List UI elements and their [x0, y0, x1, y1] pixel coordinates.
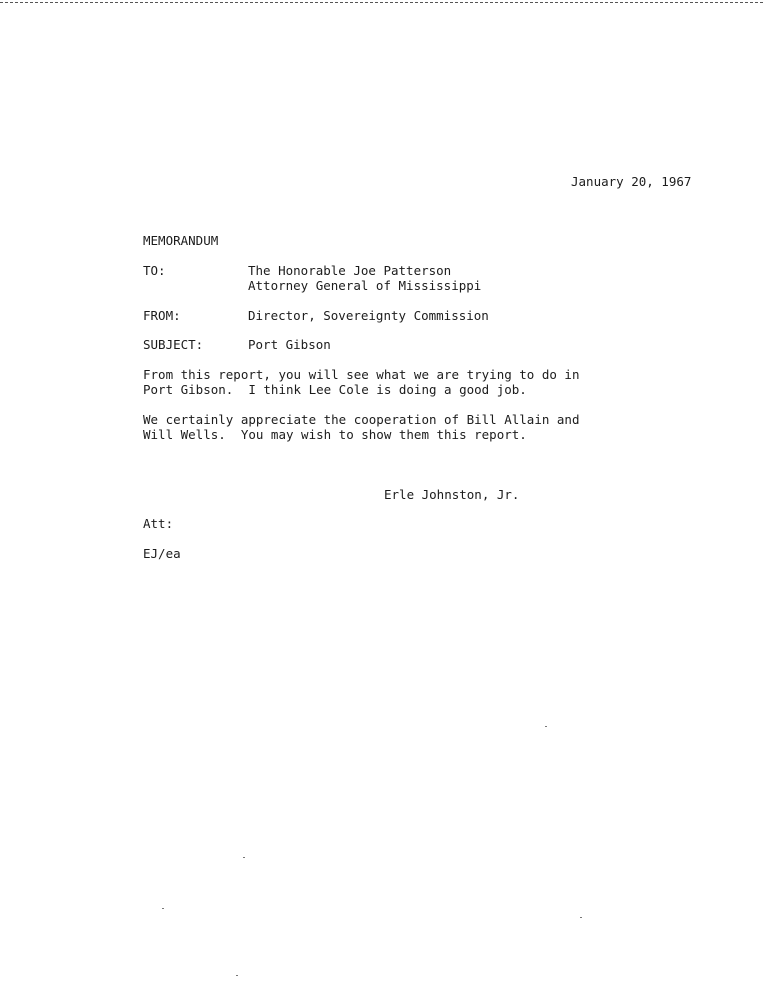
signature-name: Erle Johnston, Jr. [384, 487, 520, 502]
subject-label: SUBJECT: [143, 337, 204, 352]
body-paragraph-1-line-2: Port Gibson. I think Lee Cole is doing a good job. [143, 382, 527, 397]
from-value: Director, Sovereignty Commission [248, 308, 489, 323]
body-paragraph-2-line-2: Will Wells. You may wish to show them this report. [143, 427, 527, 442]
scan-speck [162, 908, 164, 909]
top-edge-rule [0, 2, 763, 4]
to-label: TO: [143, 263, 166, 278]
scan-speck [580, 917, 582, 918]
reference-initials: EJ/ea [143, 546, 181, 561]
memo-title: MEMORANDUM [143, 233, 219, 248]
memo-date: January 20, 1967 [571, 174, 692, 189]
subject-value: Port Gibson [248, 337, 331, 352]
attachment-notation: Att: [143, 516, 174, 531]
to-recipient-title: Attorney General of Mississippi [248, 278, 482, 293]
scan-speck [243, 857, 245, 858]
from-label: FROM: [143, 308, 181, 323]
scan-speck [236, 975, 238, 976]
body-paragraph-2-line-1: We certainly appreciate the cooperation of Bill Allain and [143, 412, 580, 427]
body-paragraph-1-line-1: From this report, you will see what we are trying to do in [143, 367, 580, 382]
scan-speck [545, 726, 547, 727]
to-recipient-name: The Honorable Joe Patterson [248, 263, 452, 278]
